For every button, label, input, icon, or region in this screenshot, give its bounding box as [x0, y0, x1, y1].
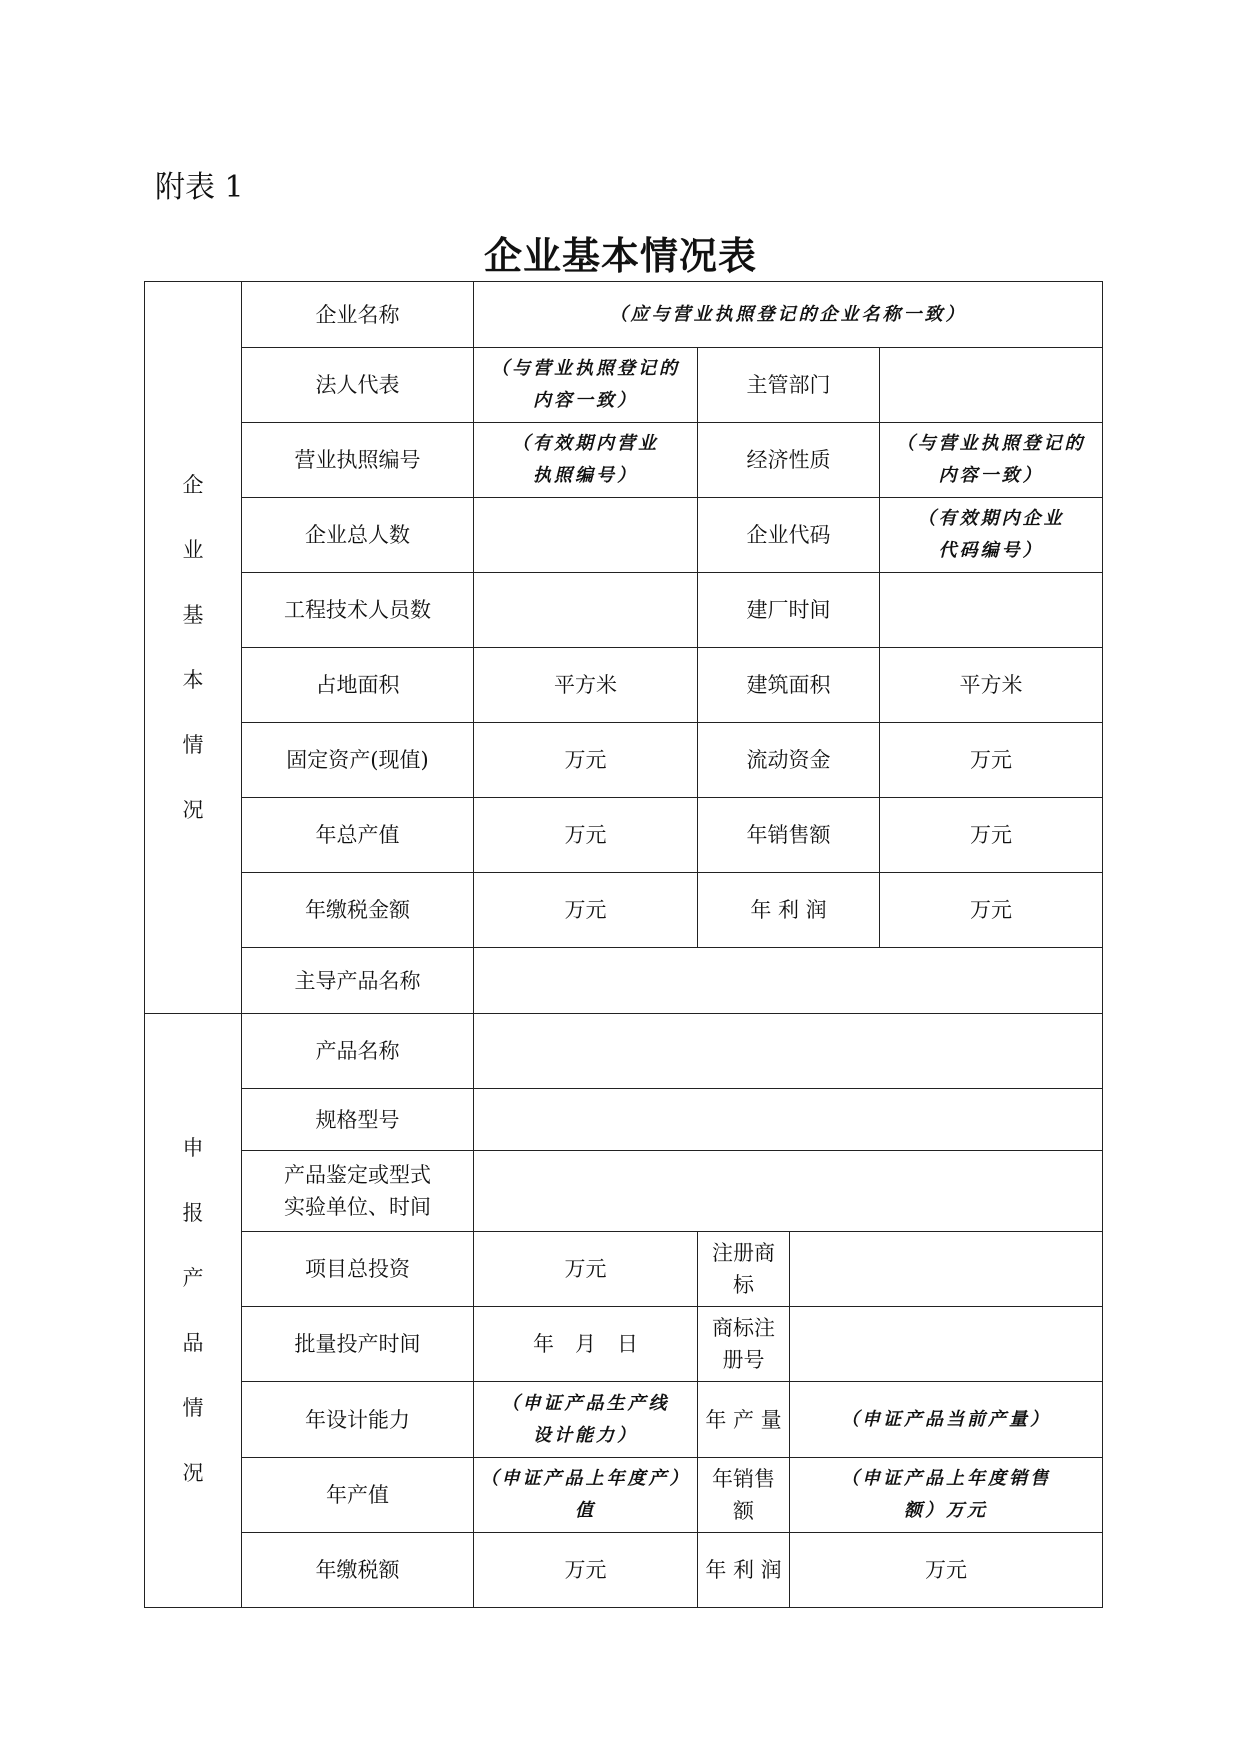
batch-time-field[interactable]: 年 月 日	[474, 1307, 698, 1382]
founded-field[interactable]	[880, 573, 1103, 648]
form-title: 企业基本情况表	[483, 233, 757, 278]
license-no-field[interactable]: （有效期内营业 执照编号）	[474, 423, 698, 498]
total-staff-field[interactable]	[474, 498, 698, 573]
spec-model-label: 规格型号	[242, 1089, 474, 1151]
company-code-label: 企业代码	[698, 498, 880, 573]
founded-label: 建厂时间	[698, 573, 880, 648]
main-product-label: 主导产品名称	[242, 948, 474, 1014]
total-invest-label: 项目总投资	[242, 1232, 474, 1307]
total-invest-field[interactable]: 万元	[474, 1232, 698, 1307]
supervisor-label: 主管部门	[698, 348, 880, 423]
tech-staff-label: 工程技术人员数	[242, 573, 474, 648]
annual-sales-2-field[interactable]: （申证产品上年度销售 额）万元	[790, 1458, 1103, 1533]
annual-profit-field[interactable]: 万元	[880, 873, 1103, 948]
tech-staff-field[interactable]	[474, 573, 698, 648]
econ-nature-label: 经济性质	[698, 423, 880, 498]
design-capacity-field[interactable]: （申证产品生产线 设计能力）	[474, 1382, 698, 1458]
annual-sales-label: 年销售额	[698, 798, 880, 873]
econ-nature-field[interactable]: （与营业执照登记的 内容一致）	[880, 423, 1103, 498]
design-capacity-label: 年设计能力	[242, 1382, 474, 1458]
annual-sales-field[interactable]: 万元	[880, 798, 1103, 873]
building-area-label: 建筑面积	[698, 648, 880, 723]
batch-time-label: 批量投产时间	[242, 1307, 474, 1382]
working-capital-label: 流动资金	[698, 723, 880, 798]
annual-output-field[interactable]: 万元	[474, 798, 698, 873]
fixed-assets-label: 固定资产(现值)	[242, 723, 474, 798]
company-name-label: 企业名称	[242, 282, 474, 348]
annual-tax-2-field[interactable]: 万元	[474, 1533, 698, 1608]
annual-profit-2-label: 年 利 润	[698, 1533, 790, 1608]
appraisal-field[interactable]	[474, 1151, 1103, 1232]
annual-prod-field[interactable]: （申证产品当前产量）	[790, 1382, 1103, 1458]
supervisor-field[interactable]	[880, 348, 1103, 423]
license-no-label: 营业执照编号	[242, 423, 474, 498]
trademark-no-label: 商标注册号	[698, 1307, 790, 1382]
legal-rep-field[interactable]: （与营业执照登记的 内容一致）	[474, 348, 698, 423]
building-area-field[interactable]: 平方米	[880, 648, 1103, 723]
product-name-label: 产品名称	[242, 1014, 474, 1089]
company-code-field[interactable]: （有效期内企业 代码编号）	[880, 498, 1103, 573]
land-area-field[interactable]: 平方米	[474, 648, 698, 723]
annex-label: 附表 1	[155, 170, 244, 205]
annual-tax-label: 年缴税金额	[242, 873, 474, 948]
fixed-assets-field[interactable]: 万元	[474, 723, 698, 798]
product-name-field[interactable]	[474, 1014, 1103, 1089]
annual-sales-2-label: 年销售额	[698, 1458, 790, 1533]
company-name-field[interactable]: （应与营业执照登记的企业名称一致）	[474, 282, 1103, 348]
annual-tax-field[interactable]: 万元	[474, 873, 698, 948]
trademark-no-field[interactable]	[790, 1307, 1103, 1382]
trademark-label: 注册商标	[698, 1232, 790, 1307]
total-staff-label: 企业总人数	[242, 498, 474, 573]
appraisal-label: 产品鉴定或型式 实验单位、时间	[242, 1151, 474, 1232]
section-company-side-label: 企 业 基 本 情 况	[145, 282, 242, 1014]
annual-output-label: 年总产值	[242, 798, 474, 873]
spec-model-field[interactable]	[474, 1089, 1103, 1151]
section-product-side-label: 申 报 产 品 情 况	[145, 1014, 242, 1608]
trademark-field[interactable]	[790, 1232, 1103, 1307]
annual-tax-2-label: 年缴税额	[242, 1533, 474, 1608]
company-info-table	[144, 281, 1103, 1608]
annual-value-field[interactable]: （申证产品上年度产） 值	[474, 1458, 698, 1533]
main-product-field[interactable]	[474, 948, 1103, 1014]
legal-rep-label: 法人代表	[242, 348, 474, 423]
annual-value-label: 年产值	[242, 1458, 474, 1533]
annual-profit-2-field[interactable]: 万元	[790, 1533, 1103, 1608]
annual-profit-label: 年 利 润	[698, 873, 880, 948]
land-area-label: 占地面积	[242, 648, 474, 723]
working-capital-field[interactable]: 万元	[880, 723, 1103, 798]
annual-prod-label: 年 产 量	[698, 1382, 790, 1458]
